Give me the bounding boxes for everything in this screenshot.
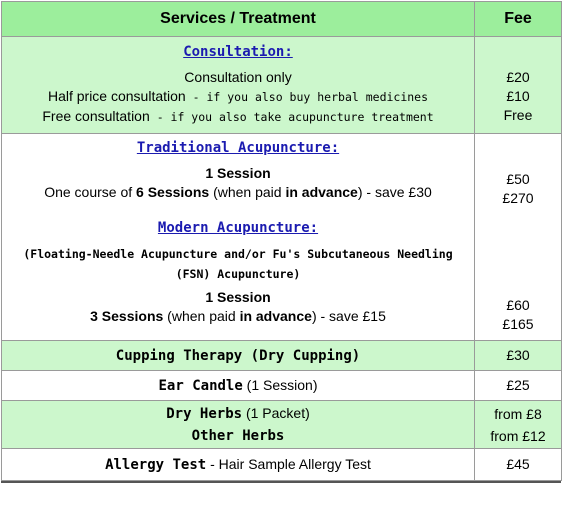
traditional-title: Traditional Acupuncture: — [136, 140, 340, 156]
dry-herbs-detail: (1 Packet) — [242, 404, 310, 421]
text: 3 Sessions — [90, 308, 164, 324]
text: ) - save £30 — [357, 184, 432, 200]
consultation-title: Consultation: — [183, 43, 293, 60]
modern-title: Modern Acupuncture: — [157, 220, 319, 236]
ear-candle-detail: (1 Session) — [242, 377, 318, 393]
ear-candle-label: Ear Candle — [158, 378, 243, 394]
price-table — [1, 1, 562, 481]
fee-value: £25 — [475, 371, 562, 401]
fee-value: £10 — [506, 87, 530, 104]
acupuncture-cell — [2, 134, 475, 341]
modern-session: 1 Session — [205, 289, 271, 305]
fee-value: from £12 — [490, 427, 546, 444]
fee-value: £270 — [502, 190, 534, 206]
fee-value: from £8 — [494, 405, 542, 422]
text: 6 Sessions — [136, 184, 210, 200]
allergy-cell — [2, 449, 475, 481]
consultation-only-label: Consultation only — [184, 68, 292, 85]
free-consultation-note: - if you also take acupuncture treatment — [149, 109, 434, 124]
text: (when paid — [163, 308, 240, 324]
ear-candle-cell — [2, 371, 475, 401]
acupuncture-row — [2, 134, 562, 341]
herbs-row — [2, 401, 562, 449]
header-row — [2, 2, 562, 37]
other-herbs-label: Other Herbs — [191, 427, 285, 444]
acupuncture-fee-cell — [475, 134, 562, 341]
modern-course — [2, 307, 474, 326]
bottom-rule — [1, 481, 561, 483]
traditional-session: 1 Session — [205, 165, 271, 181]
fee-value: Free — [503, 106, 533, 123]
fee-value: £45 — [475, 449, 562, 481]
consultation-line — [2, 87, 474, 107]
allergy-row — [2, 449, 562, 481]
cupping-row — [2, 341, 562, 371]
fee-value: £20 — [506, 68, 530, 85]
text: (when paid — [209, 184, 286, 200]
cupping-label: Cupping Therapy (Dry Cupping) — [2, 341, 475, 371]
text: in advance — [239, 308, 312, 324]
consultation-fee-cell — [475, 37, 562, 134]
consultation-line — [2, 68, 474, 87]
text: ) - save £15 — [311, 308, 386, 324]
fee-value: £60 — [506, 297, 530, 313]
fee-value: £165 — [502, 316, 534, 332]
services-header: Services / Treatment — [2, 2, 475, 37]
allergy-detail: - Hair Sample Allergy Test — [206, 456, 371, 472]
dry-herbs-label: Dry Herbs — [166, 405, 243, 422]
text: in advance — [285, 184, 358, 200]
half-price-note: - if you also buy herbal medicines — [185, 89, 429, 104]
modern-description: (Floating-Needle Acupuncture and/or Fu's Subcutaneous Needling — [23, 247, 453, 261]
text: One course of — [44, 184, 137, 200]
fee-value: £50 — [506, 171, 530, 187]
ear-candle-row — [2, 371, 562, 401]
fee-header: Fee — [475, 2, 562, 37]
herbs-fee-cell — [475, 401, 562, 449]
half-price-label: Half price consultation — [47, 87, 186, 104]
free-consultation-label: Free consultation — [42, 107, 150, 124]
allergy-label: Allergy Test — [105, 457, 207, 473]
modern-description: (FSN) Acupuncture) — [175, 267, 301, 281]
herbs-cell — [2, 401, 475, 449]
consultation-cell — [2, 37, 475, 134]
consultation-line — [2, 107, 474, 127]
fee-value: £30 — [475, 341, 562, 371]
consultation-row — [2, 37, 562, 134]
traditional-course — [2, 183, 474, 202]
